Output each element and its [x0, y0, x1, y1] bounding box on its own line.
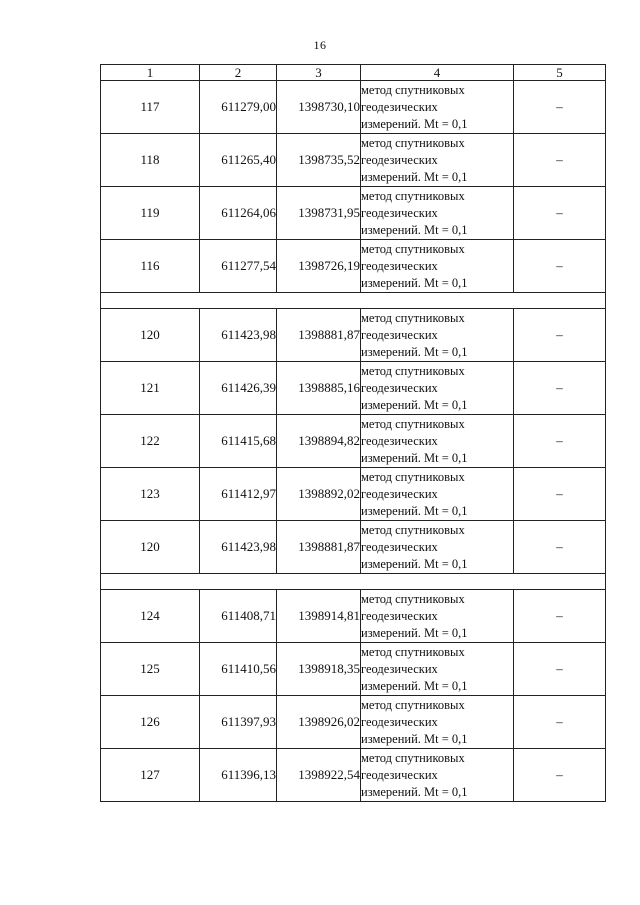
table-row [101, 81, 606, 134]
note-cell: – [514, 134, 606, 187]
method-cell [361, 362, 514, 415]
method-text-line: измерений. Mt = 0,1 [361, 503, 468, 518]
method-text-line: метод спутниковых [361, 310, 465, 325]
method-text-line: геодезических [361, 99, 438, 114]
y-coordinate-cell: 1398735,52 [277, 134, 361, 187]
method-text-line: геодезических [361, 767, 438, 782]
x-coordinate-cell: 611412,97 [200, 468, 277, 521]
method-text-line: метод спутниковых [361, 241, 465, 256]
point-number-cell: 117 [101, 81, 200, 134]
y-coordinate-cell: 1398894,82 [277, 415, 361, 468]
x-coordinate-cell: 611410,56 [200, 643, 277, 696]
method-cell [361, 590, 514, 643]
method-text-line: геодезических [361, 152, 438, 167]
method-text-line: измерений. Mt = 0,1 [361, 450, 468, 465]
point-number-cell: 121 [101, 362, 200, 415]
table-row [101, 696, 606, 749]
y-coordinate-cell: 1398885,16 [277, 362, 361, 415]
point-number-cell: 120 [101, 521, 200, 574]
method-text-line: метод спутниковых [361, 135, 465, 150]
header-cell-2: 2 [200, 65, 277, 81]
y-coordinate-cell: 1398726,19 [277, 240, 361, 293]
table-row [101, 415, 606, 468]
method-text-line: геодезических [361, 327, 438, 342]
note-cell: – [514, 81, 606, 134]
group-separator-row [101, 293, 606, 309]
point-number-cell: 126 [101, 696, 200, 749]
point-number-cell: 125 [101, 643, 200, 696]
method-text-line: измерений. Mt = 0,1 [361, 731, 468, 746]
y-coordinate-cell: 1398914,81 [277, 590, 361, 643]
method-cell [361, 415, 514, 468]
method-text-line: измерений. Mt = 0,1 [361, 116, 468, 131]
table-row [101, 468, 606, 521]
method-text-line: измерений. Mt = 0,1 [361, 397, 468, 412]
point-number-cell: 122 [101, 415, 200, 468]
note-cell: – [514, 309, 606, 362]
note-cell: – [514, 590, 606, 643]
table-body [101, 81, 606, 802]
group-separator-row [101, 574, 606, 590]
group-separator-cell [101, 574, 606, 590]
y-coordinate-cell: 1398922,54 [277, 749, 361, 802]
point-number-cell: 118 [101, 134, 200, 187]
x-coordinate-cell: 611426,39 [200, 362, 277, 415]
table-row [101, 590, 606, 643]
method-text-line: измерений. Mt = 0,1 [361, 784, 468, 799]
table-row [101, 187, 606, 240]
x-coordinate-cell: 611396,13 [200, 749, 277, 802]
method-cell [361, 240, 514, 293]
note-cell: – [514, 643, 606, 696]
method-text-line: метод спутниковых [361, 750, 465, 765]
y-coordinate-cell: 1398926,02 [277, 696, 361, 749]
method-text-line: метод спутниковых [361, 188, 465, 203]
y-coordinate-cell: 1398918,35 [277, 643, 361, 696]
point-number-cell: 123 [101, 468, 200, 521]
method-cell [361, 643, 514, 696]
method-text-line: метод спутниковых [361, 697, 465, 712]
method-text-line: метод спутниковых [361, 591, 465, 606]
method-cell [361, 309, 514, 362]
page-number: 16 [313, 38, 327, 52]
y-coordinate-cell: 1398881,87 [277, 521, 361, 574]
table-row [101, 134, 606, 187]
method-text-line: измерений. Mt = 0,1 [361, 275, 468, 290]
table-row [101, 521, 606, 574]
method-cell [361, 696, 514, 749]
point-number-cell: 127 [101, 749, 200, 802]
method-text-line: геодезических [361, 205, 438, 220]
method-text-line: геодезических [361, 258, 438, 273]
method-text-line: геодезических [361, 486, 438, 501]
method-text-line: измерений. Mt = 0,1 [361, 344, 468, 359]
method-text-line: измерений. Mt = 0,1 [361, 625, 468, 640]
point-number-cell: 119 [101, 187, 200, 240]
header-cell-4: 4 [361, 65, 514, 81]
note-cell: – [514, 187, 606, 240]
note-cell: – [514, 696, 606, 749]
x-coordinate-cell: 611408,71 [200, 590, 277, 643]
header-cell-5: 5 [514, 65, 606, 81]
table-row [101, 240, 606, 293]
note-cell: – [514, 521, 606, 574]
x-coordinate-cell: 611423,98 [200, 309, 277, 362]
method-cell [361, 749, 514, 802]
note-cell: – [514, 749, 606, 802]
header-cell-3: 3 [277, 65, 361, 81]
x-coordinate-cell: 611423,98 [200, 521, 277, 574]
group-separator-cell [101, 293, 606, 309]
point-number-cell: 120 [101, 309, 200, 362]
point-number-cell: 116 [101, 240, 200, 293]
method-text-line: измерений. Mt = 0,1 [361, 556, 468, 571]
method-text-line: измерений. Mt = 0,1 [361, 222, 468, 237]
method-text-line: измерений. Mt = 0,1 [361, 678, 468, 693]
x-coordinate-cell: 611264,06 [200, 187, 277, 240]
method-text-line: метод спутниковых [361, 469, 465, 484]
y-coordinate-cell: 1398731,95 [277, 187, 361, 240]
note-cell: – [514, 415, 606, 468]
table-row [101, 362, 606, 415]
y-coordinate-cell: 1398892,02 [277, 468, 361, 521]
y-coordinate-cell: 1398730,10 [277, 81, 361, 134]
method-text-line: геодезических [361, 380, 438, 395]
y-coordinate-cell: 1398881,87 [277, 309, 361, 362]
point-number-cell: 124 [101, 590, 200, 643]
method-cell [361, 521, 514, 574]
note-cell: – [514, 362, 606, 415]
table-row [101, 749, 606, 802]
table-row [101, 309, 606, 362]
note-cell: – [514, 468, 606, 521]
x-coordinate-cell: 611415,68 [200, 415, 277, 468]
x-coordinate-cell: 611279,00 [200, 81, 277, 134]
method-cell [361, 468, 514, 521]
method-text-line: метод спутниковых [361, 644, 465, 659]
method-text-line: метод спутниковых [361, 363, 465, 378]
method-text-line: измерений. Mt = 0,1 [361, 169, 468, 184]
note-cell: – [514, 240, 606, 293]
method-text-line: геодезических [361, 608, 438, 623]
method-cell [361, 187, 514, 240]
method-text-line: метод спутниковых [361, 522, 465, 537]
method-text-line: геодезических [361, 539, 438, 554]
method-text-line: геодезических [361, 433, 438, 448]
x-coordinate-cell: 611397,93 [200, 696, 277, 749]
method-text-line: геодезических [361, 714, 438, 729]
method-text-line: метод спутниковых [361, 82, 465, 97]
method-text-line: метод спутниковых [361, 416, 465, 431]
x-coordinate-cell: 611277,54 [200, 240, 277, 293]
header-row [101, 65, 606, 81]
method-cell [361, 81, 514, 134]
method-cell [361, 134, 514, 187]
coordinates-table [100, 64, 606, 802]
method-text-line: геодезических [361, 661, 438, 676]
header-cell-1: 1 [101, 65, 200, 81]
table-row [101, 643, 606, 696]
x-coordinate-cell: 611265,40 [200, 134, 277, 187]
